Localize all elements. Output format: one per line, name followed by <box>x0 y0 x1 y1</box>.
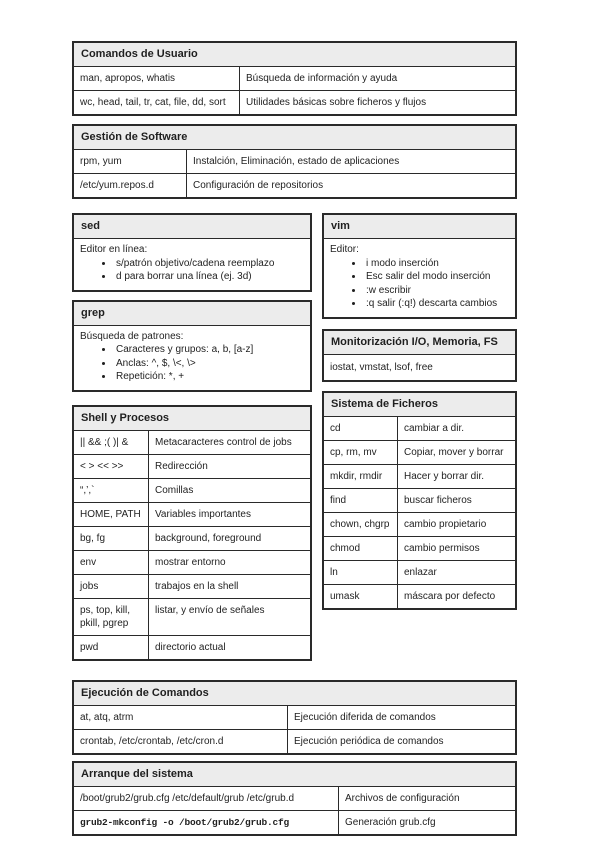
list-item: • d para borrar una línea (ej. 3d) <box>114 270 304 284</box>
list-item: • Anclas: ^, $, \<, \> <box>114 357 304 371</box>
description-cell: listar, y envío de señales <box>155 604 265 616</box>
table-row <box>74 431 310 455</box>
table-row <box>324 489 515 513</box>
bullet-list <box>80 257 304 284</box>
list-item: • s/patrón objetivo/cadena reemplazo <box>114 257 304 271</box>
table-row <box>74 479 310 503</box>
table-row <box>74 787 515 811</box>
list-body <box>74 326 310 390</box>
table-row <box>324 561 515 585</box>
description-cell: máscara por defecto <box>404 590 496 602</box>
list-intro: Búsqueda de patrones: <box>80 330 184 342</box>
table-row <box>74 811 515 834</box>
command-cell: chown, chgrp <box>324 513 398 536</box>
description-cell: cambio propietario <box>404 518 487 530</box>
description-cell: trabajos en la shell <box>155 580 239 592</box>
table-title: Gestión de Software <box>74 126 515 150</box>
list-item: • :w escribir <box>364 284 509 298</box>
description-cell: mostrar entorno <box>155 556 226 568</box>
table-row <box>74 150 515 174</box>
description-cell: background, foreground <box>155 532 262 544</box>
command-cell: ps, top, kill, pkill, pgrep <box>74 599 149 635</box>
table-gestion-de-software <box>72 124 517 199</box>
table-row <box>324 585 515 608</box>
command-cell: /etc/yum.repos.d <box>74 174 187 197</box>
table-grep <box>72 300 312 392</box>
table-title: Comandos de Usuario <box>74 43 515 67</box>
description-cell: Ejecución diferida de comandos <box>294 711 436 723</box>
command-cell: cd <box>324 417 398 440</box>
command-cell: at, atq, atrm <box>74 706 288 729</box>
list-body <box>74 239 310 290</box>
command-cell: env <box>74 551 149 574</box>
command-cell: rpm, yum <box>74 150 187 173</box>
table-title: Shell y Procesos <box>74 407 310 431</box>
two-column-area <box>72 213 517 661</box>
table-title: grep <box>74 302 310 326</box>
table-sed <box>72 213 312 292</box>
table-sistema-de-ficheros <box>322 391 517 610</box>
description-cell: Copiar, mover y borrar <box>404 446 504 458</box>
bullet-list <box>330 257 509 311</box>
command-cell: wc, head, tail, tr, cat, file, dd, sort <box>74 91 240 114</box>
description-cell: Configuración de repositorios <box>193 180 324 191</box>
description-cell: buscar ficheros <box>404 494 472 506</box>
table-row <box>324 441 515 465</box>
commands-text: iostat, vmstat, lsof, free <box>330 361 433 373</box>
table-arranque-del-sistema <box>72 761 517 836</box>
table-row <box>74 91 515 114</box>
description-cell: Archivos de configuración <box>345 792 460 804</box>
description-cell: Utilidades básicas sobre ficheros y flujos <box>246 97 427 108</box>
description-cell: Generación grub.cfg <box>345 816 436 828</box>
table-row <box>74 455 310 479</box>
list-intro: Editor: <box>330 244 359 255</box>
list-item: • Repetición: *, + <box>114 370 304 384</box>
list-body <box>324 239 515 317</box>
command-cell: mkdir, rmdir <box>324 465 398 488</box>
command-cell: bg, fg <box>74 527 149 550</box>
list-item: • Caracteres y grupos: a, b, [a-z] <box>114 343 304 357</box>
page-content <box>72 41 517 836</box>
command-cell: jobs <box>74 575 149 598</box>
table-row <box>324 465 515 489</box>
command-cell: cp, rm, mv <box>324 441 398 464</box>
table-shell-y-procesos <box>72 405 312 661</box>
table-title: Monitorización I/O, Memoria, FS <box>324 331 515 355</box>
table-row <box>74 730 515 753</box>
command-cell: HOME, PATH <box>74 503 149 526</box>
table-row <box>74 706 515 730</box>
description-cell: Variables importantes <box>155 508 251 520</box>
table-comandos-de-usuario <box>72 41 517 116</box>
command-cell: /boot/grub2/grub.cfg /etc/default/grub /etc/grub.d <box>74 787 339 810</box>
table-row <box>74 551 310 575</box>
description-cell: cambio permisos <box>404 542 480 554</box>
description-cell: Búsqueda de información y ayuda <box>246 73 398 84</box>
description-cell: Metacaracteres control de jobs <box>155 436 292 448</box>
table-row <box>74 636 310 659</box>
list-item: • :q salir (:q!) descarta cambios <box>364 297 509 311</box>
command-cell: find <box>324 489 398 512</box>
description-cell: Instalción, Eliminación, estado de aplicaciones <box>193 156 400 167</box>
list-item: • Esc salir del modo inserción <box>364 270 509 284</box>
table-title: Sistema de Ficheros <box>324 393 515 417</box>
command-cell: umask <box>324 585 398 608</box>
description-cell: Redirección <box>155 460 208 472</box>
table-row <box>324 537 515 561</box>
table-row <box>74 503 310 527</box>
description-cell: Comillas <box>155 484 194 496</box>
table-row <box>74 599 310 636</box>
table-title: Arranque del sistema <box>74 763 515 787</box>
table-ejecucion-de-comandos <box>72 680 517 755</box>
table-vim <box>322 213 517 319</box>
table-title: vim <box>324 215 515 239</box>
list-intro: Editor en línea: <box>80 244 148 255</box>
command-cell: man, apropos, whatis <box>74 67 240 90</box>
table-title: Ejecución de Comandos <box>74 682 515 706</box>
description-cell: Ejecución periódica de comandos <box>294 735 444 747</box>
description-cell: Hacer y borrar dir. <box>404 470 485 482</box>
table-monitorizacion <box>322 329 517 382</box>
table-row <box>324 417 515 441</box>
list-item: • i modo inserción <box>364 257 509 271</box>
description-cell: directorio actual <box>155 641 226 653</box>
command-cell: chmod <box>324 537 398 560</box>
command-cell: pwd <box>74 636 149 659</box>
command-cell: || && ;( )| & <box>74 431 149 454</box>
table-row <box>324 513 515 537</box>
left-column <box>72 213 312 661</box>
table-title: sed <box>74 215 310 239</box>
description-cell: cambiar a dir. <box>404 422 465 434</box>
table-row <box>74 174 515 197</box>
command-cell: crontab, /etc/crontab, /etc/cron.d <box>74 730 288 753</box>
table-row <box>74 575 310 599</box>
command-cell: < > << >> <box>74 455 149 478</box>
command-cell: grub2-mkconfig -o /boot/grub2/grub.cfg <box>74 811 339 834</box>
table-row <box>74 527 310 551</box>
command-cell: “,’,` <box>74 479 149 502</box>
bullet-list <box>80 343 304 384</box>
description-cell: enlazar <box>404 566 437 578</box>
command-cell: ln <box>324 561 398 584</box>
right-column <box>322 213 517 610</box>
table-row <box>74 67 515 91</box>
